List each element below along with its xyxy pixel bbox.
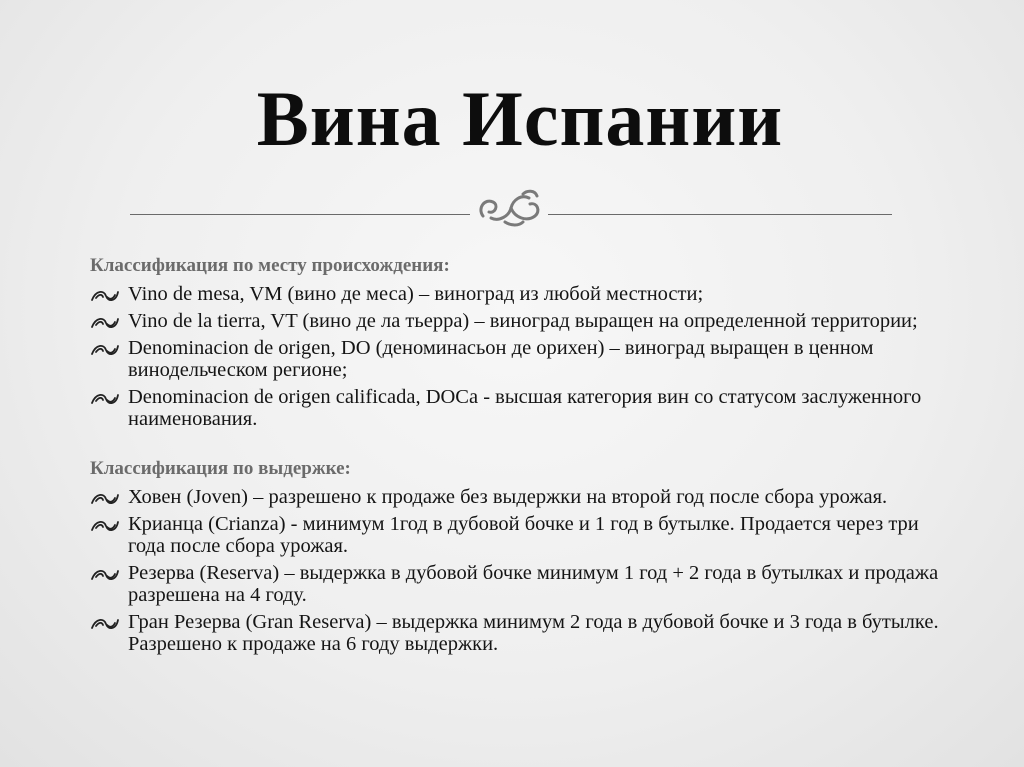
- ornamental-leaf-bullet-icon: [90, 516, 120, 534]
- slide-content: [90, 255, 950, 660]
- list-item: [90, 611, 950, 655]
- list-item-text: Гран Резерва (Gran Reserva) – выдержка минимум 2 года в дубовой бочке и 3 года в бутылке. Разрешено к продаже на 6 году выдержки.: [128, 611, 939, 655]
- section-heading-aging: Классификация по выдержке:: [90, 458, 351, 479]
- list-item-text: Ховен (Joven) – разрешено к продаже без выдержки на второй год после сбора урожая.: [128, 486, 888, 508]
- origin-list: [90, 283, 950, 430]
- divider-line-right: [548, 214, 892, 215]
- title-divider: [130, 188, 892, 228]
- slide-title: Вина Испании: [256, 75, 784, 162]
- list-item: [90, 513, 950, 557]
- list-item: [90, 386, 950, 430]
- list-item: [90, 310, 950, 332]
- list-item: [90, 283, 950, 305]
- ornamental-leaf-bullet-icon: [90, 389, 120, 407]
- ornamental-scroll-icon: [475, 188, 547, 228]
- list-item-text: Крианца (Crianza) - минимум 1год в дубовой бочке и 1 год в бутылке. Продается через три года после сбора урожая.: [128, 513, 919, 557]
- aging-list: [90, 486, 950, 655]
- list-item-text: Vino de mesa, VM (вино де меса) – виноград из любой местности;: [128, 283, 704, 305]
- ornamental-leaf-bullet-icon: [90, 489, 120, 507]
- list-item-text: Резерва (Reserva) – выдержка в дубовой бочке минимум 1 год + 2 года в бутылках и продажа разрешена на 4 году.: [128, 562, 939, 606]
- ornamental-leaf-bullet-icon: [90, 614, 120, 632]
- ornamental-leaf-bullet-icon: [90, 286, 120, 304]
- list-item-text: Denominacion de origen calificada, DOCa - высшая категория вин со статусом заслуженного наименования.: [128, 386, 922, 430]
- list-item: [90, 337, 950, 381]
- ornamental-leaf-bullet-icon: [90, 313, 120, 331]
- section-heading-origin: Классификация по месту происхождения:: [90, 255, 450, 276]
- list-item-text: Denominacion de origen, DO (деноминасьон де орихен) – виноград выращен в ценном винодельческом регионе;: [128, 337, 874, 381]
- list-item-text: Vino de la tierra, VT (вино де ла тьерра) – виноград выращен на определенной территории;: [128, 310, 918, 332]
- list-item: [90, 562, 950, 606]
- list-item: [90, 486, 950, 508]
- ornamental-leaf-bullet-icon: [90, 565, 120, 583]
- divider-line-left: [130, 214, 470, 215]
- ornamental-leaf-bullet-icon: [90, 340, 120, 358]
